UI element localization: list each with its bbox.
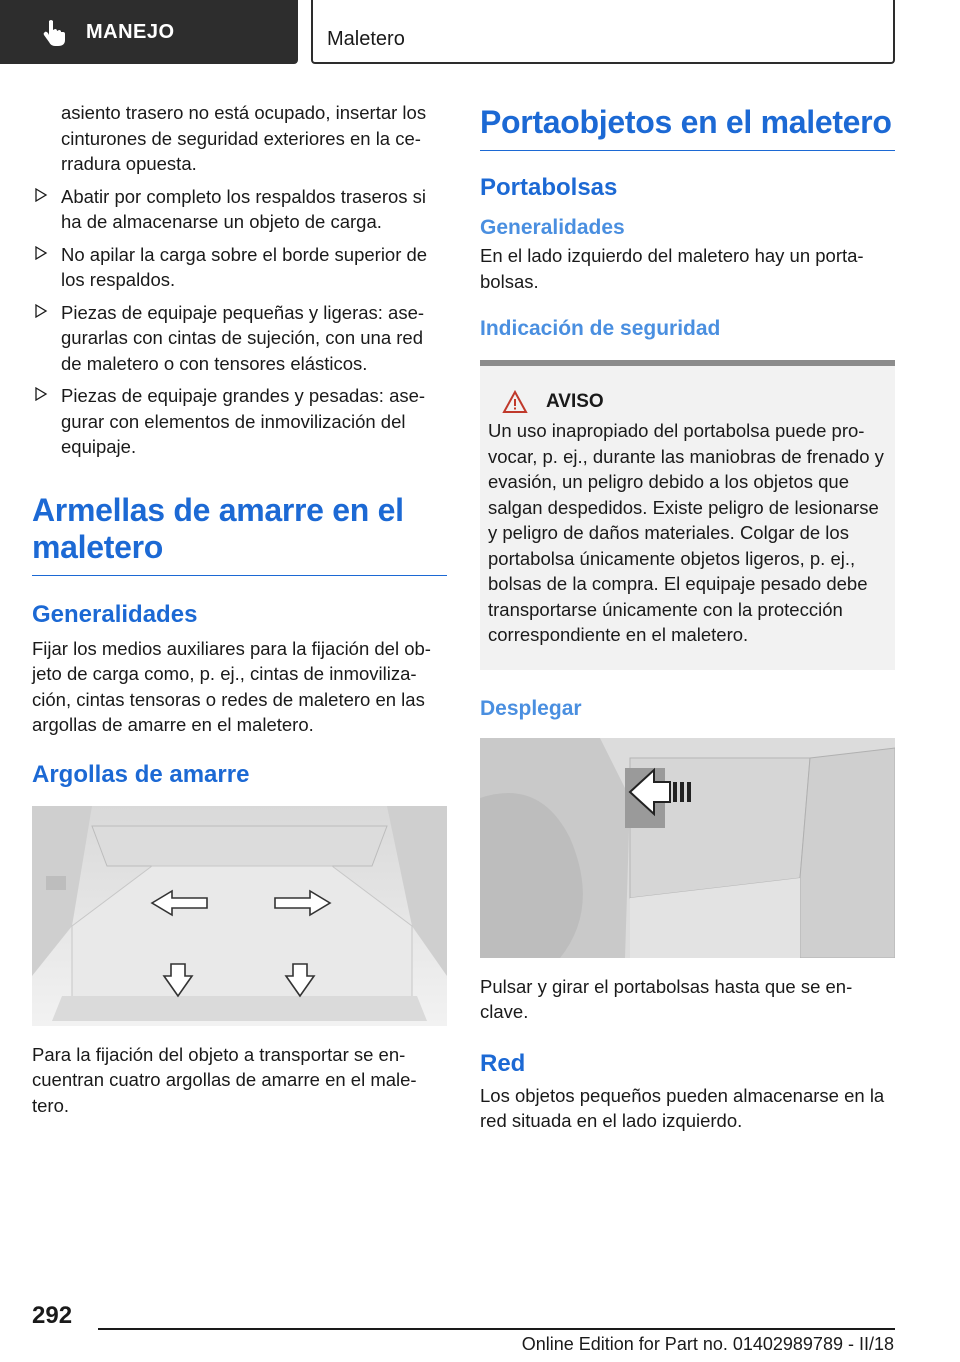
bag-hook-photo	[480, 738, 895, 958]
triangle-right-icon	[34, 304, 48, 318]
hand-pointer-icon	[40, 18, 68, 46]
section-label: MANEJO	[86, 20, 175, 43]
chapter-label: Maletero	[327, 28, 405, 50]
heading-portabolsas: Portabolsas	[480, 174, 618, 201]
argollas-caption: Para la fijación del objeto a transportar se en-cuentran cuatro argollas de amarre en el male-tero.	[32, 1043, 417, 1116]
heading-portaobjetos: Portaobjetos en el maletero	[480, 104, 895, 151]
portabolsas-text: En el lado izquierdo del maletero hay un porta-bolsas.	[480, 245, 864, 292]
warning-header	[488, 390, 887, 414]
trunk-illustration	[32, 806, 447, 1026]
generalidades-text: Fijar los medios auxiliares para la fijación del ob-jeto de carga como, p. ej., cintas de inmoviliza-ción, cintas tensoras o redes de maletero en las argollas de amarre en el maletero.	[32, 637, 431, 735]
triangle-right-icon	[34, 188, 48, 202]
right-column	[480, 104, 895, 1134]
trunk-photo	[32, 806, 447, 1026]
chapter-box	[311, 0, 895, 64]
bag-hook-illustration	[480, 738, 895, 958]
bullet-item: Abatir por completo los respaldos traseros si ha de almacenarse un objeto de carga.	[32, 184, 447, 235]
warning-text: Un uso inapropiado del portabolsa puede pro-vocar, p. ej., durante las maniobras de frenado y evasión, un peligro debido a los objetos que salgan despedidos. Existe peligro de lesionarse y peligro de daños materiales. Colgar de los portabolsa únicamente objetos ligeros, p. ej., bolsas de la compra. El equipaje pesado debe transportarse únicamente con la protección correspondiente en el maletero.	[488, 420, 884, 645]
heading-argollas: Argollas de amarre	[32, 760, 250, 788]
heading-red: Red	[480, 1049, 526, 1077]
heading-desplegar: Desplegar	[480, 696, 582, 720]
footer-divider	[98, 1328, 895, 1330]
heading-seguridad: Indicación de seguridad	[480, 317, 721, 340]
bullet-item: Piezas de equipaje pequeñas y ligeras: ase-gurarlas con cintas de sujeción, con una red de maletero o con tensores elásticos.	[32, 300, 447, 377]
page-number: 292	[32, 1302, 73, 1329]
triangle-right-icon	[34, 387, 48, 401]
heading-generalidades-right: Generalidades	[480, 216, 625, 239]
bullet-item: Piezas de equipaje grandes y pesadas: ase-gurar con elementos de inmovilización del equipaje.	[32, 383, 447, 460]
heading-generalidades: Generalidades	[32, 600, 198, 628]
intro-continuation: asiento trasero no está ocupado, insertar los cinturones de seguridad exteriores en la ce-rradura opuesta.	[61, 102, 427, 174]
red-text: Los objetos pequeños pueden almacenarse en la red situada en el lado izquierdo.	[480, 1084, 885, 1131]
desplegar-text: Pulsar y girar el portabolsas hasta que se en-clave.	[480, 975, 853, 1022]
warning-triangle-icon	[502, 390, 528, 414]
warning-title: AVISO	[546, 391, 604, 412]
triangle-right-icon	[34, 246, 48, 260]
warning-box	[480, 360, 895, 670]
bullet-item: No apilar la carga sobre el borde superior de los respaldos.	[32, 242, 447, 293]
left-column	[32, 100, 447, 1118]
heading-armellas: Armellas de amarre en el maletero	[32, 492, 447, 576]
footer-edition: Online Edition for Part no. 01402989789 - II/18	[521, 1334, 894, 1354]
section-tab	[0, 0, 298, 64]
